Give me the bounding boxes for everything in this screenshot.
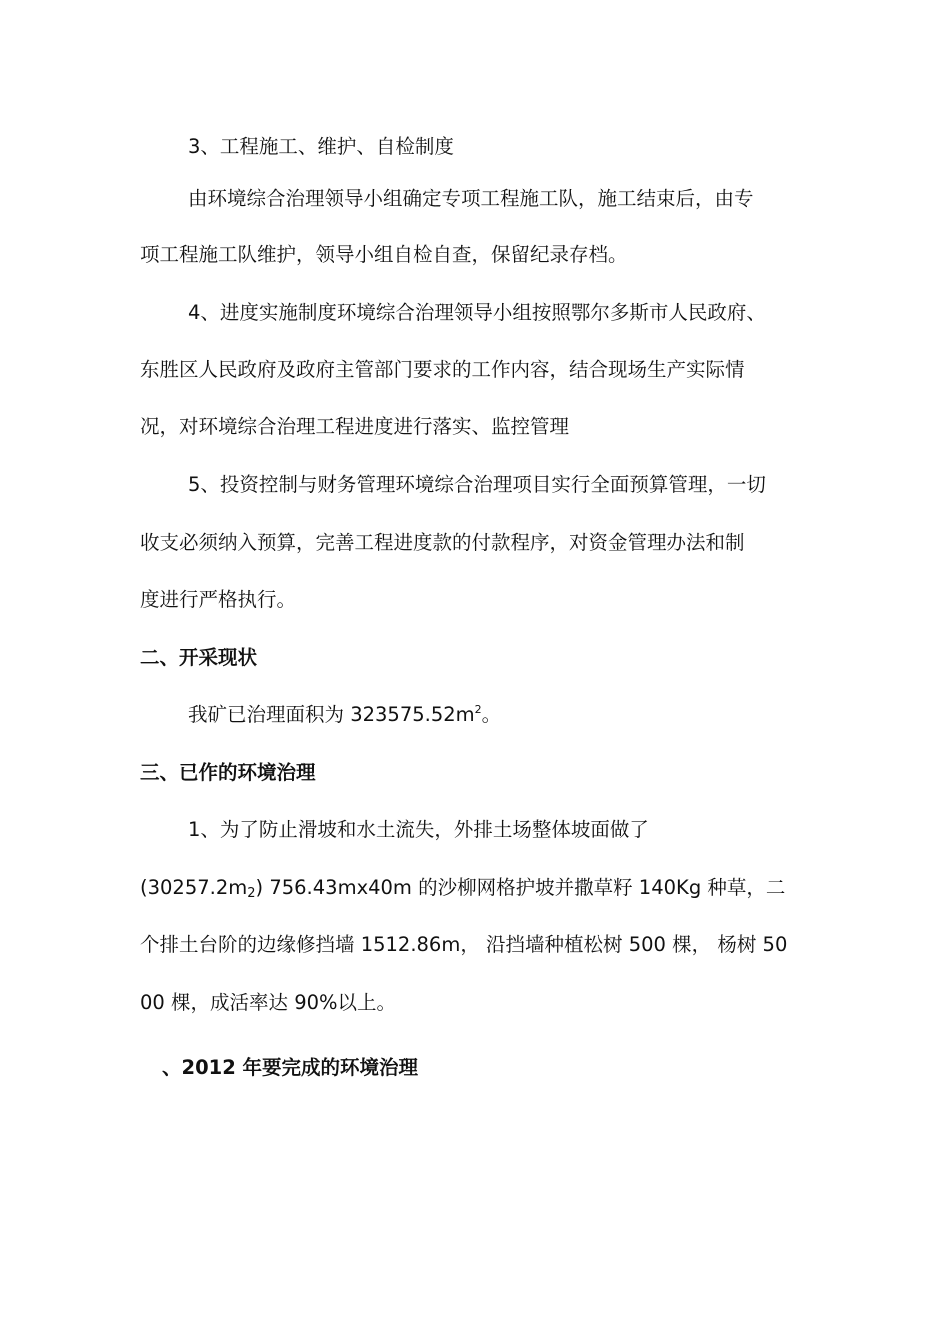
section3-line2-subscript: 2: [247, 886, 256, 901]
section3-line2-part-a: (30257.2m: [140, 876, 248, 899]
area-end: 。: [481, 703, 502, 726]
section2-heading: 二、开采现状: [140, 646, 258, 669]
item4-text-line3: 况，对环境综合治理工程进度进行落实、监控管理: [140, 415, 570, 438]
item5-text-line1: 5、投资控制与财务管理环境综合治理项目实行全面预算管理，一切: [188, 473, 766, 496]
area-text: 我矿已治理面积为 323575.52m: [188, 703, 475, 726]
item3-text-line1: 由环境综合治理领导小组确定专项工程施工队，施工结束后，由专: [188, 187, 754, 210]
section3-text-line3: 个排土台阶的边缘修挡墙 1512.86m， 沿挡墙种植松树 500 棵， 杨树 50: [140, 933, 788, 956]
section4-heading: 、2012 年要完成的环境治理: [162, 1056, 419, 1079]
item5-text-line2: 收支必须纳入预算，完善工程进度款的付款程序，对资金管理办法和制: [140, 531, 745, 554]
section3-heading: 三、已作的环境治理: [140, 761, 316, 784]
item5-text-line3: 度进行严格执行。: [140, 588, 297, 611]
item3-title: 3、工程施工、维护、自检制度: [188, 135, 454, 158]
section3-text-line4: 00 棵，成活率达 90%以上。: [140, 991, 397, 1014]
section3-text-line1: 1、为了防止滑坡和水土流失，外排土场整体坡面做了: [188, 818, 649, 841]
item4-text-line1: 4、进度实施制度环境综合治理领导小组按照鄂尔多斯市人民政府、: [188, 301, 766, 324]
area-superscript: 2: [474, 703, 482, 716]
section3-text-line2: [140, 874, 785, 902]
area-paragraph: [188, 701, 501, 729]
item4-text-line2: 东胜区人民政府及政府主管部门要求的工作内容，结合现场生产实际情: [140, 358, 745, 381]
item3-text-line2: 项工程施工队维护，领导小组自检自查，保留纪录存档。: [140, 243, 628, 266]
section3-line2-part-b: ) 756.43mx40m 的沙柳网格护坡并撒草籽 140Kg 种草，二: [255, 876, 786, 899]
